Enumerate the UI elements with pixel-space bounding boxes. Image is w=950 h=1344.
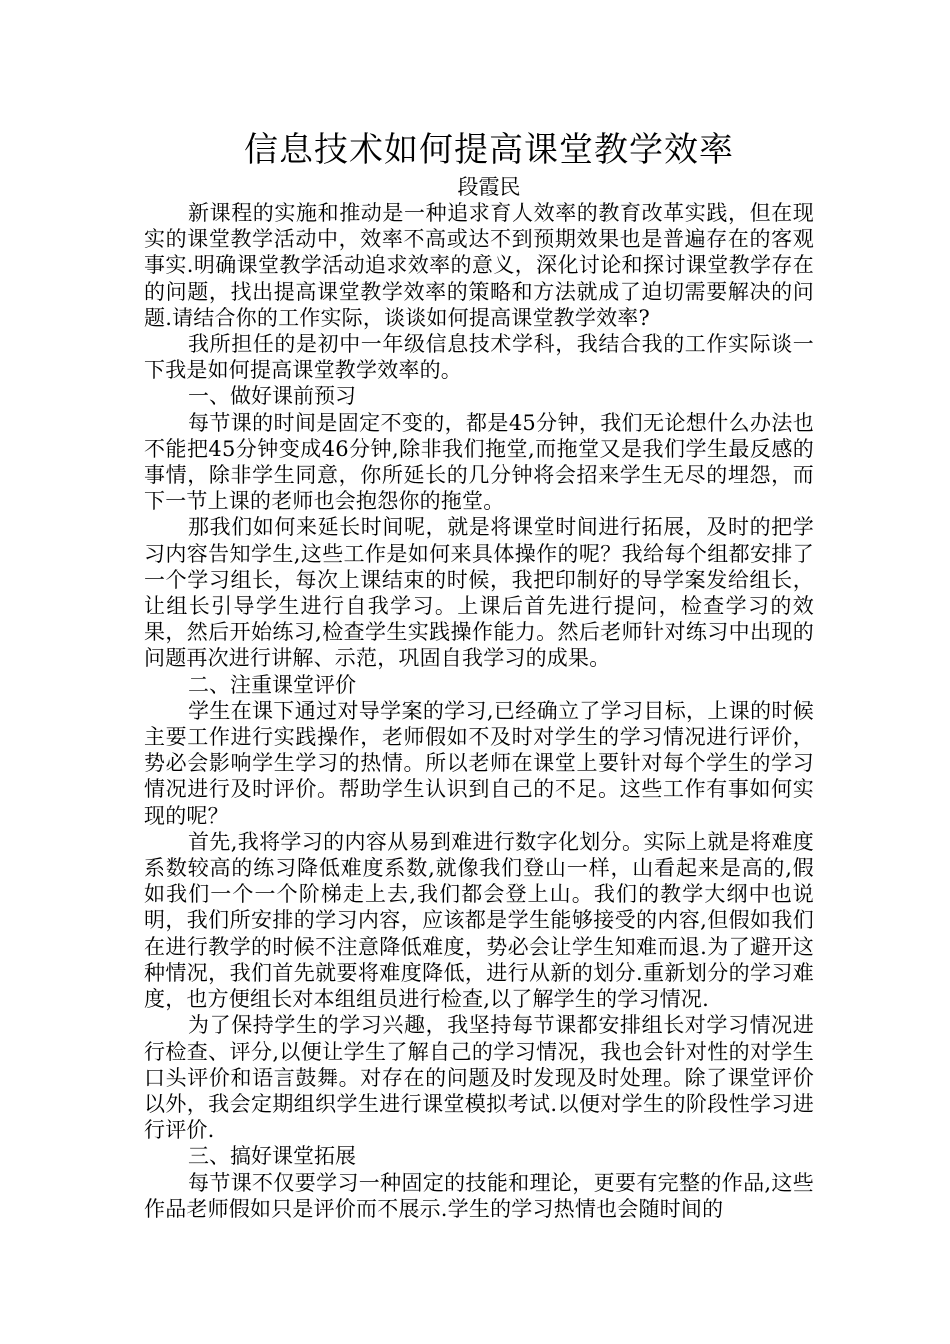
paragraph: 每节课不仅要学习一种固定的技能和理论，更要有完整的作品,这些作品老师假如只是评价而不展示.学生的学习热情也会随时间的 <box>144 1170 814 1221</box>
paragraph: 首先,我将学习的内容从易到难进行数字化划分。实际上就是将难度系数较高的练习降低难度系数,就像我们登山一样，山看起来是高的,假如我们一个一个阶梯走上去,我们都会登上山。我们的教学大纲中也说明，我们所安排的学习内容，应该都是学生能够接受的内容,但假如我们在进行教学的时候不注意降低难度，势必会让学生知难而退.为了避开这种情况，我们首先就要将难度降低，进行从新的划分.重新划分的学习难度，也方便组长对本组组员进行检查,以了解学生的学习情况. <box>144 829 814 1012</box>
document-page <box>144 128 814 1222</box>
document-body <box>144 200 814 1222</box>
section-heading: 三、搞好课堂拓展 <box>188 1144 356 1169</box>
paragraph: 为了保持学生的学习兴趣，我坚持每节课都安排组长对学习情况进行检查、评分,以便让学生了解自己的学习情况，我也会针对性的对学生口头评价和语言鼓舞。对存在的问题及时发现及时处理。除了课堂评价以外，我会定期组织学生进行课堂模拟考试.以便对学生的阶段性学习进行评价. <box>144 1013 814 1143</box>
paragraph: 我所担任的是初中一年级信息技术学科，我结合我的工作实际谈一下我是如何提高课堂教学效率的。 <box>144 332 814 383</box>
paragraph: 那我们如何来延长时间呢，就是将课堂时间进行拓展，及时的把学习内容告知学生,这些工作是如何来具体操作的呢？我给每个组都安排了一个学习组长，每次上课结束的时候，我把印制好的导学案发给组长，让组长引导学生进行自我学习。上课后首先进行提问，检查学习的效果，然后开始练习,检查学生实践操作能力。然后老师针对练习中出现的问题再次进行讲解、示范，巩固自我学习的成果。 <box>144 515 814 671</box>
paragraph: 学生在课下通过对导学案的学习,已经确立了学习目标，上课的时候主要工作进行实践操作，老师假如不及时对学生的学习情况进行评价，势必会影响学生学习的热情。所以老师在课堂上要针对每个学生的学习情况进行及时评价。帮助学生认识到自己的不足。这些工作有事如何实现的呢？ <box>144 698 814 828</box>
paragraph: 每节课的时间是固定不变的，都是45分钟，我们无论想什么办法也不能把45分钟变成46分钟,除非我们拖堂,而拖堂又是我们学生最反感的事情，除非学生同意，你所延长的几分钟将会招来学生无尽的埋怨，而下一节上课的老师也会抱怨你的拖堂。 <box>144 410 814 514</box>
document-author: 段霞民 <box>457 175 521 199</box>
section-heading: 二、注重课堂评价 <box>188 672 356 697</box>
paragraph: 新课程的实施和推动是一种追求育人效率的教育改革实践，但在现实的课堂教学活动中，效率不高或达不到预期效果也是普遍存在的客观事实.明确课堂教学活动追求效率的意义，深化讨论和探讨课堂教学存在的问题，找出提高课堂教学效率的策略和方法就成了迫切需要解决的问题.请结合你的工作实际，谈谈如何提高课堂教学效率? <box>144 201 814 330</box>
section-heading: 一、做好课前预习 <box>188 384 356 409</box>
document-title: 信息技术如何提高课堂教学效率 <box>244 130 734 170</box>
